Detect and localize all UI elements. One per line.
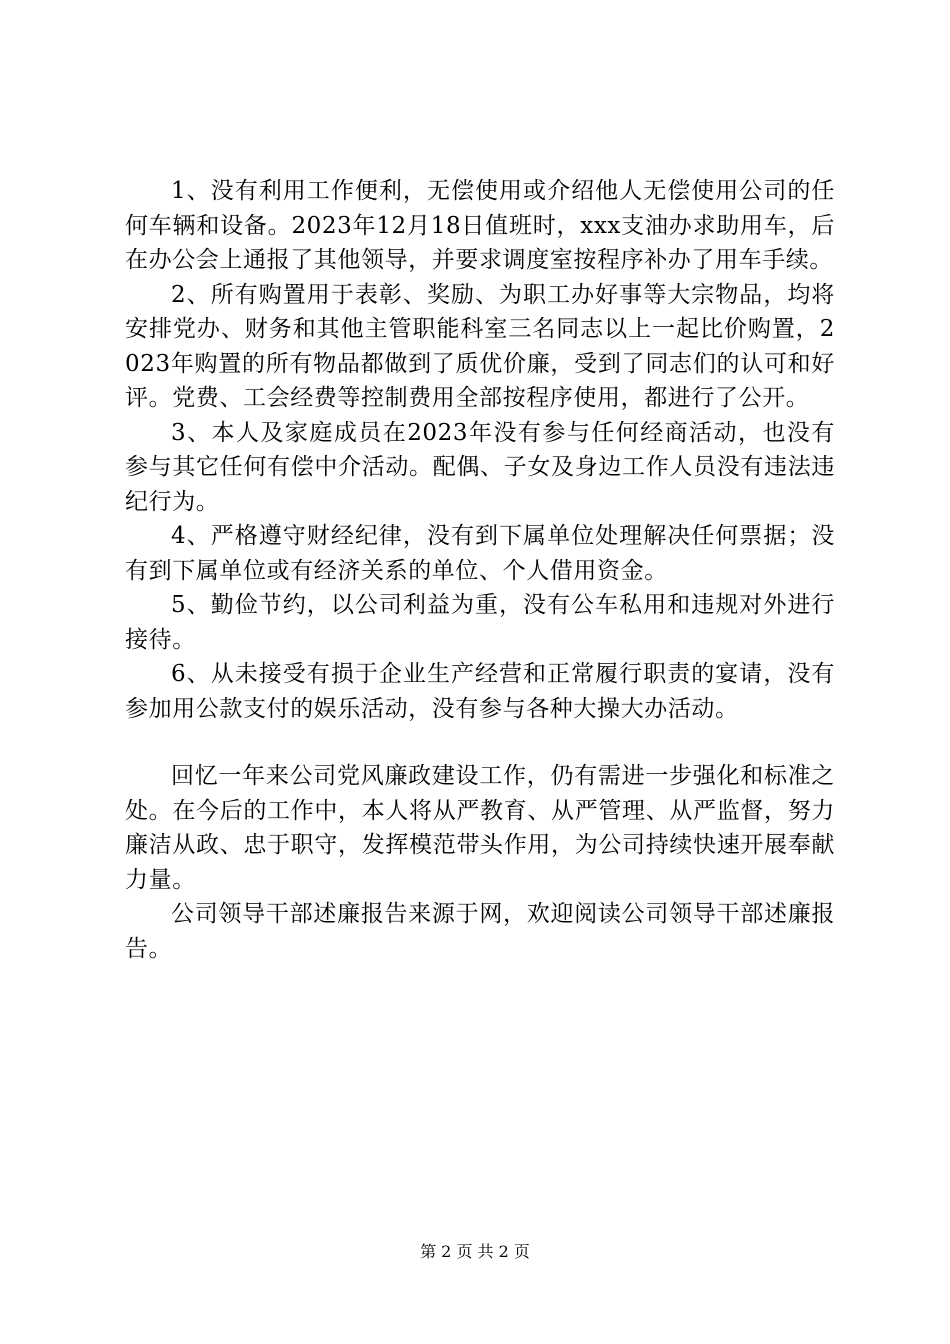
paragraph-item-6: 6、从未接受有损于企业生产经营和正常履行职责的宴请，没有参加用公款支付的娱乐活动，没有参与各种大操大办活动。 xyxy=(125,661,835,722)
paragraph-item-3: 3、本人及家庭成员在2023年没有参与任何经商活动，也没有参与其它任何有偿中介活动。配偶、子女及身边工作人员没有违法违纪行为。 xyxy=(125,419,835,515)
paragraph-item-2: 2、所有购置用于表彰、奖励、为职工办好事等大宗物品，均将安排党办、财务和其他主管职能科室三名同志以上一起比价购置，2023年购置的所有物品都做到了质优价廉，受到了同志们的认可和好评。党费、工会经费等控制费用全部按程序使用，都进行了公开。 xyxy=(125,281,835,411)
source-note-paragraph: 公司领导干部述廉报告来源于网，欢迎阅读公司领导干部述廉报告。 xyxy=(125,901,835,962)
paragraph-item-1: 1、没有利用工作便利，无偿使用或介绍他人无偿使用公司的任何车辆和设备。2023年12月18日值班时，xxx支油办求助用车，后在办公会上通报了其他领导，并要求调度室按程序补办了用车手续。 xyxy=(125,178,835,273)
paragraph-spacer xyxy=(125,726,835,759)
page-footer: 第 2 页 共 2 页 xyxy=(420,1242,530,1261)
paragraph-item-4: 4、严格遵守财经纪律，没有到下属单位处理解决任何票据；没有到下属单位或有经济关系的单位、个人借用资金。 xyxy=(125,523,835,584)
closing-paragraph: 回忆一年来公司党风廉政建设工作，仍有需进一步强化和标准之处。在今后的工作中，本人将从严教育、从严管理、从严监督，努力廉洁从政、忠于职守，发挥模范带头作用，为公司持续快速开展奉献力量。 xyxy=(125,763,835,893)
document-body xyxy=(125,174,835,966)
paragraph-item-5: 5、勤俭节约，以公司利益为重，没有公车私用和违规对外进行接待。 xyxy=(125,592,835,653)
